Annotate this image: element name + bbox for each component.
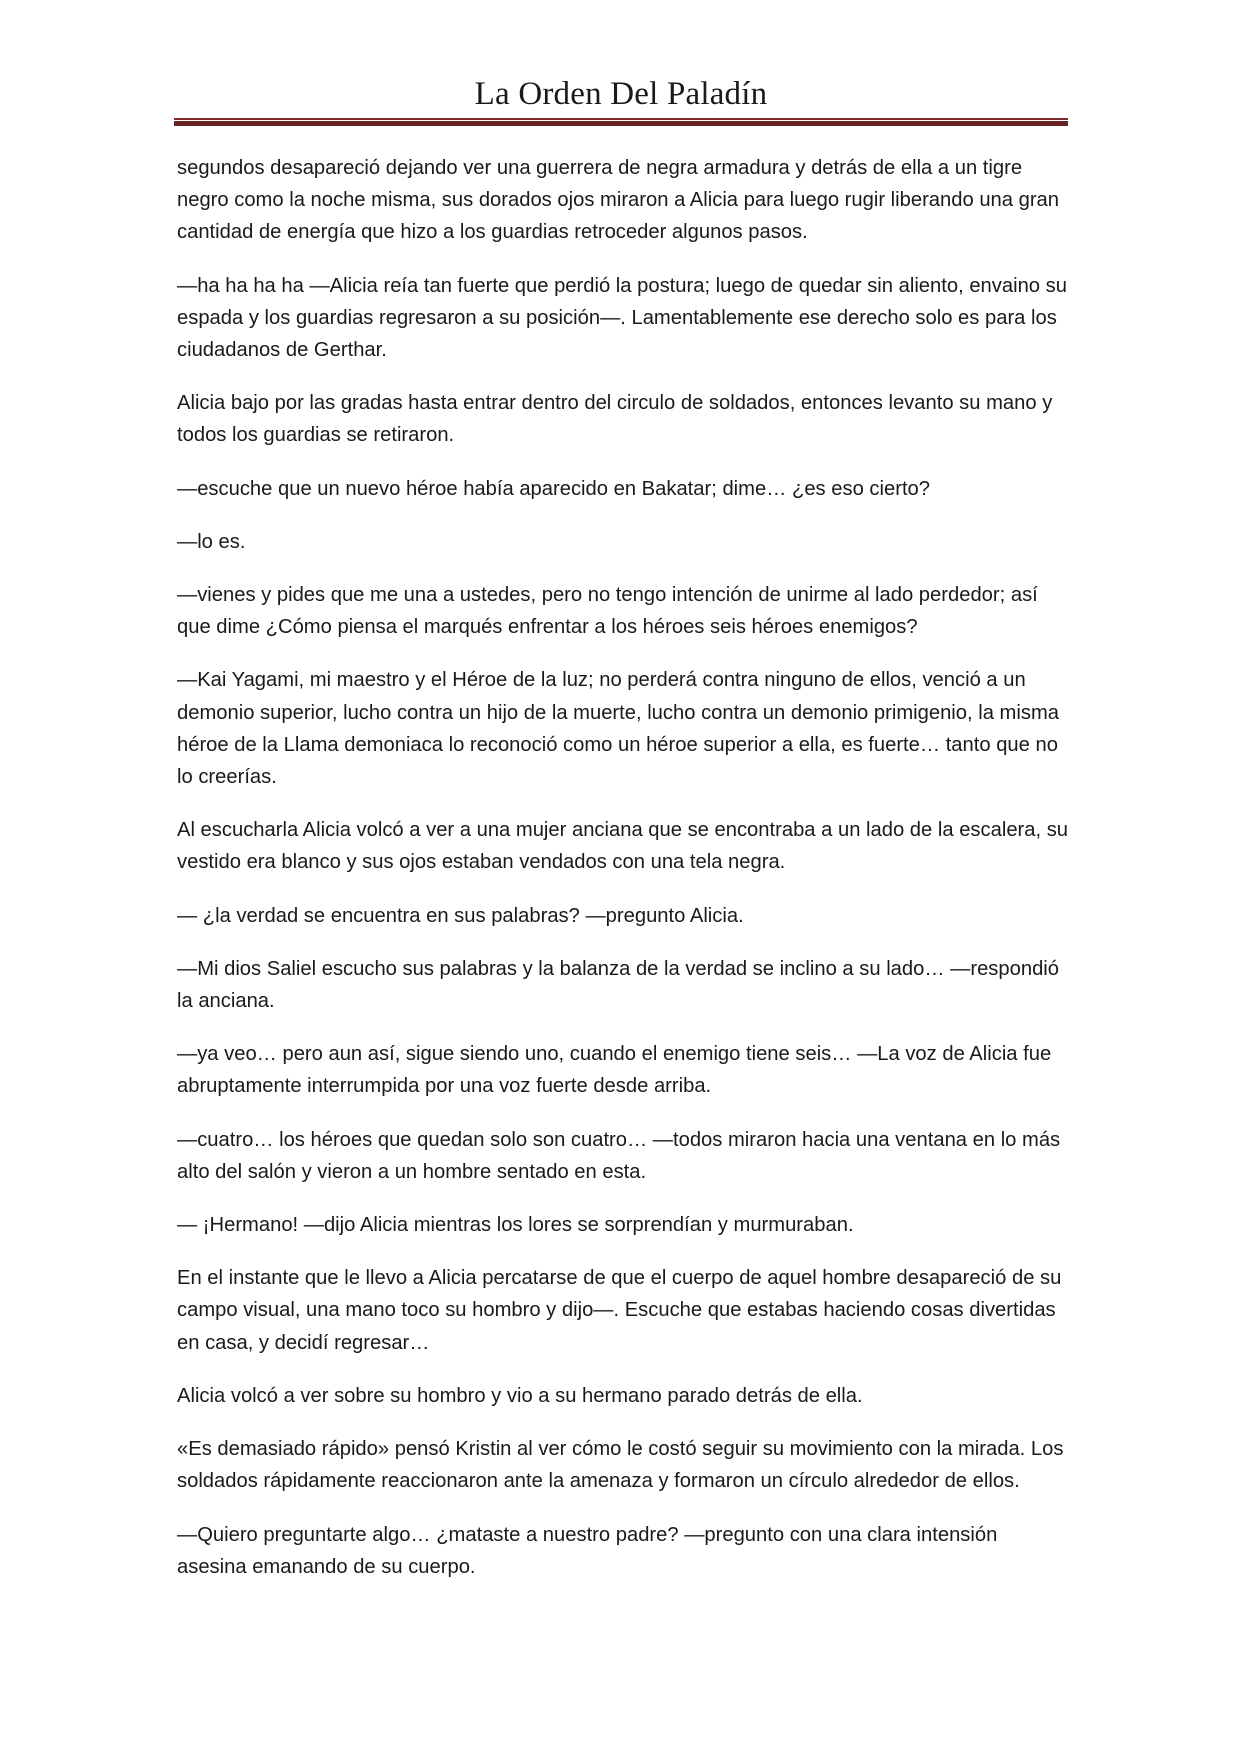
header-divider-thick-line [174, 121, 1068, 126]
paragraph: —ya veo… pero aun así, sigue siendo uno, cuando el enemigo tiene seis… —La voz de Alicia fue abruptamente interrumpida por una voz fuerte desde arriba. [177, 1043, 1052, 1098]
paragraph: —cuatro… los héroes que quedan solo son cuatro… —todos miraron hacia una ventana en lo más alto del salón y vieron a un hombre sentado en esta. [177, 1128, 1061, 1183]
header-divider-thin-line [174, 118, 1068, 120]
header-divider [174, 118, 1068, 126]
paragraph: —Kai Yagami, mi maestro y el Héroe de la luz; no perderá contra ninguno de ellos, venció a un demonio superior, lucho contra un hijo de la muerte, lucho contra un demonio primigenio, la misma héroe de la Llama demoniaca lo reconoció como un héroe superior a ella, es fuerte… tanto que no lo creerías. [177, 669, 1059, 789]
paragraph: —Quiero preguntarte algo… ¿mataste a nuestro padre? —pregunto con una clara intensión asesina emanando de su cuerpo. [177, 1523, 998, 1578]
paragraph: En el instante que le llevo a Alicia percatarse de que el cuerpo de aquel hombre desapareció de su campo visual, una mano toco su hombro y dijo—. Escuche que estabas haciendo cosas divertidas en casa, y decidí regresar… [177, 1267, 1062, 1354]
paragraph: —ha ha ha ha —Alicia reía tan fuerte que perdió la postura; luego de quedar sin aliento, envaino su espada y los guardias regresaron a su posición—. Lamentablemente ese derecho solo es para los ciudadanos de Gerthar. [177, 274, 1067, 362]
paragraph: Al escucharla Alicia volcó a ver a una mujer anciana que se encontraba a un lado de la escalera, su vestido era blanco y sus ojos estaban vendados con una tela negra. [177, 819, 1069, 874]
paragraph: —lo es. [177, 530, 246, 553]
paragraph: «Es demasiado rápido» pensó Kristin al ver cómo le costó seguir su movimiento con la mirada. Los soldados rápidamente reaccionaron ante la amenaza y formaron un círculo alrededor de ellos. [177, 1438, 1064, 1493]
body-text [177, 152, 1069, 1604]
paragraph: — ¡Hermano! —dijo Alicia mientras los lores se sorprendían y murmuraban. [177, 1214, 854, 1237]
running-header-title: La Orden Del Paladín [474, 76, 768, 112]
paragraph: Alicia bajo por las gradas hasta entrar dentro del circulo de soldados, entonces levanto su mano y todos los guardias se retiraron. [177, 392, 1053, 447]
paragraph: —vienes y pides que me una a ustedes, pero no tengo intención de unirme al lado perdedor; así que dime ¿Cómo piensa el marqués enfrentar a los héroes seis héroes enemigos? [177, 584, 1038, 639]
paragraph: segundos desapareció dejando ver una guerrera de negra armadura y detrás de ella a un tigre negro como la noche misma, sus dorados ojos miraron a Alicia para luego rugir liberando una gran cantidad de energía que hizo a los guardias retroceder algunos pasos. [177, 157, 1060, 244]
paragraph: Alicia volcó a ver sobre su hombro y vio a su hermano parado detrás de ella. [177, 1384, 863, 1407]
paragraph: — ¿la verdad se encuentra en sus palabras? —pregunto Alicia. [177, 904, 744, 927]
paragraph: —Mi dios Saliel escucho sus palabras y la balanza de la verdad se inclino a su lado… —respondió la anciana. [177, 957, 1060, 1013]
paragraph: —escuche que un nuevo héroe había aparecido en Bakatar; dime… ¿es eso cierto? [177, 477, 931, 500]
